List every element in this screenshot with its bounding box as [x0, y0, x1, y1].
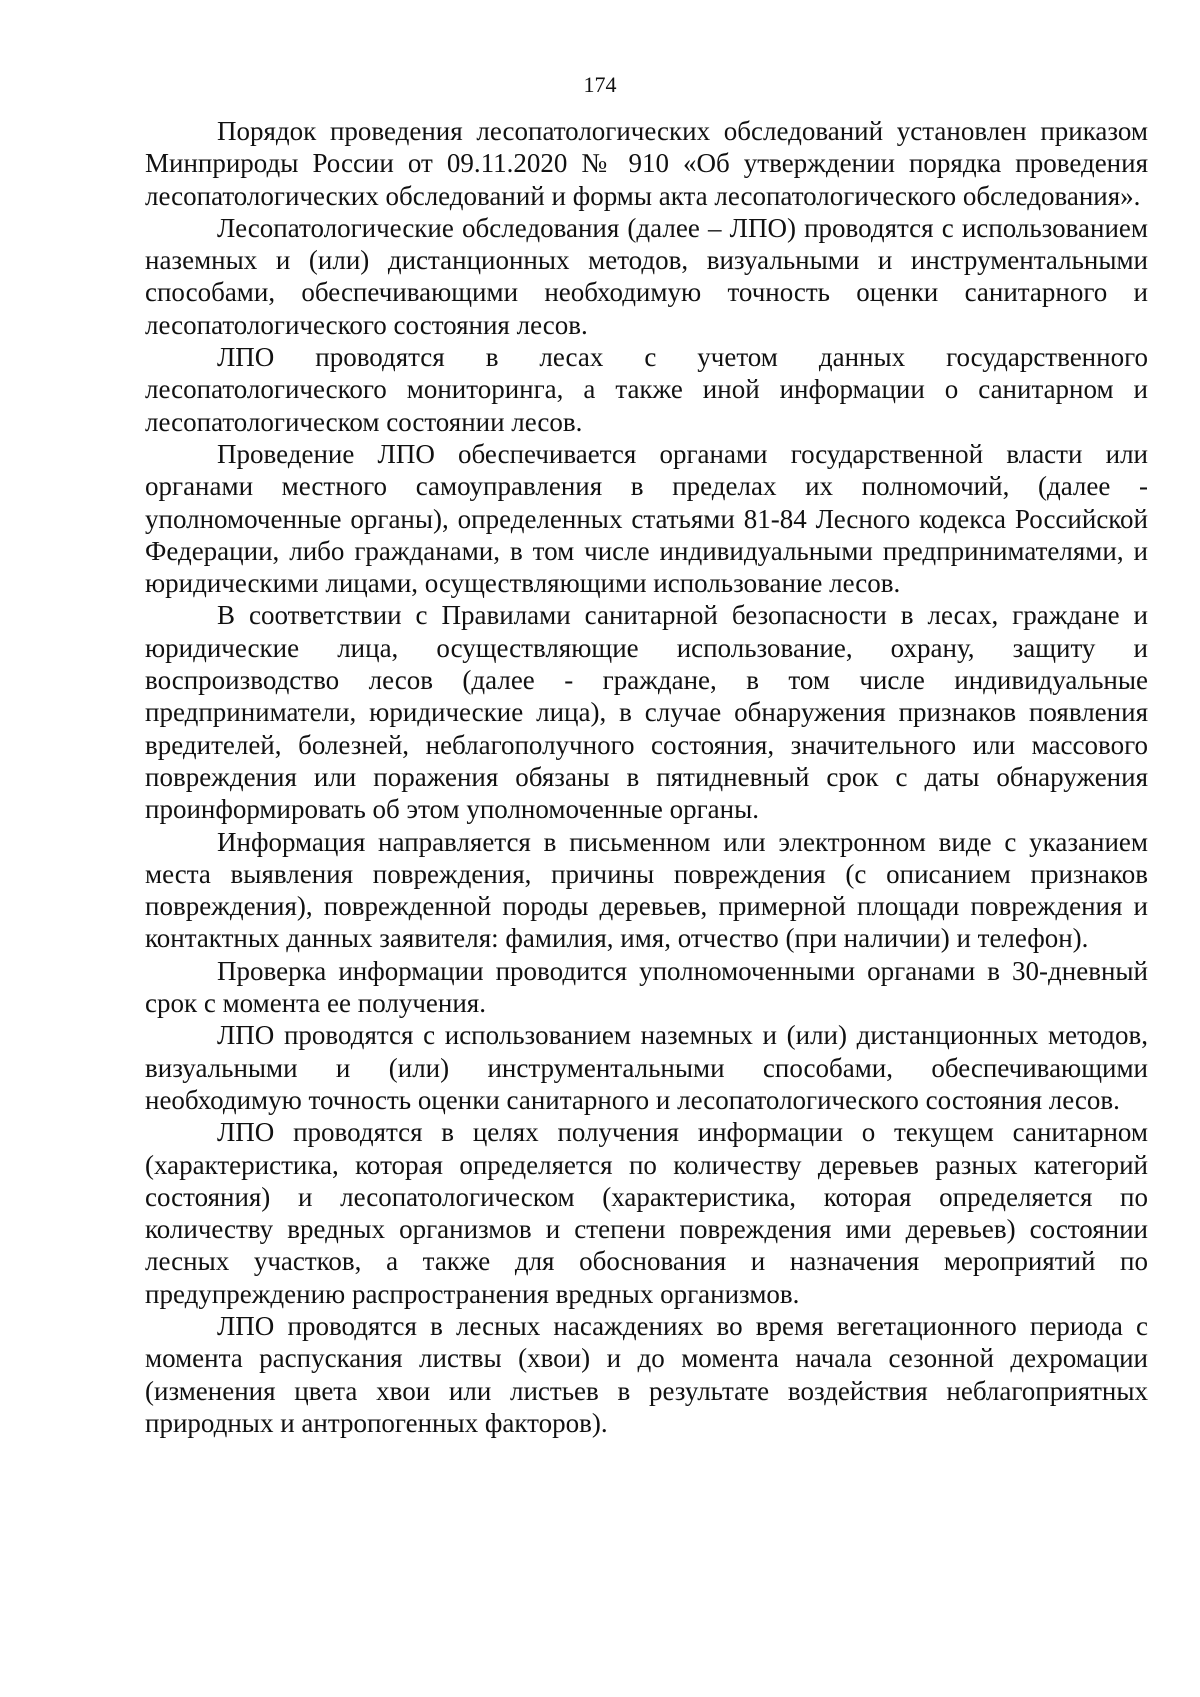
paragraph-5: В соответствии с Правилами санитарной безопасности в лесах, граждане и юридические лица, осуществляющие использование, охрану, защиту и воспроизводство лесов (далее - граждане, в том числе индивидуальные предприниматели, юридические лица), в случае обнаружения признаков появления вредителей, болезней, неблагополучного состояния, значительного или массового повреждения или поражения обязаны в пятидневный срок с даты обнаружения проинформировать об этом уполномоченные органы. — [145, 600, 1148, 825]
document-body — [145, 115, 1148, 1439]
paragraph-1: Порядок проведения лесопатологических обследований установлен приказом Минприроды России от 09.11.2020 № 910 «Об утверждении порядка проведения лесопатологических обследований и формы акта лесопатологического обследования». — [145, 116, 1148, 211]
paragraph-6: Информация направляется в письменном или электронном виде с указанием места выявления повреждения, причины повреждения (с описанием признаков повреждения), поврежденной породы деревьев, примерной площади повреждения и контактных данных заявителя: фамилия, имя, отчество (при наличии) и телефон). — [145, 826, 1148, 954]
paragraph-10: ЛПО проводятся в лесных насаждениях во время вегетационного периода с момента распускания листвы (хвои) и до момента начала сезонной дехромации (изменения цвета хвои или листьев в результате воздействия неблагоприятных природных и антропогенных факторов). — [145, 1310, 1148, 1438]
paragraph-3: ЛПО проводятся в лесах с учетом данных государственного лесопатологического мониторинга, а также иной информации о санитарном и лесопатологическом состоянии лесов. — [145, 342, 1148, 437]
paragraph-9: ЛПО проводятся в целях получения информации о текущем санитарном (характеристика, которая определяется по количеству деревьев разных категорий состояния) и лесопатологическом (характеристика, которая определяется по количеству вредных организмов и степени повреждения ими деревьев) состоянии лесных участков, а также для обоснования и назначения мероприятий по предупреждению распространения вредных организмов. — [145, 1117, 1148, 1309]
paragraph-7: Проверка информации проводится уполномоченными органами в 30-дневный срок с момента ее получения. — [145, 955, 1148, 1019]
page-number: 174 — [583, 72, 617, 97]
paragraph-2: Лесопатологические обследования (далее – ЛПО) проводятся с использованием наземных и (или) дистанционных методов, визуальными и инструментальными способами, обеспечивающими необходимую точность оценки санитарного и лесопатологического состояния лесов. — [145, 212, 1148, 340]
paragraph-8: ЛПО проводятся с использованием наземных и (или) дистанционных методов, визуальными и (или) инструментальными способами, обеспечивающими необходимую точность оценки санитарного и лесопатологического состояния лесов. — [145, 1020, 1148, 1115]
paragraph-4: Проведение ЛПО обеспечивается органами государственной власти или органами местного самоуправления в пределах их полномочий, (далее - уполномоченные органы), определенных статьями 81-84 Лесного кодекса Российской Федерации, либо гражданами, в том числе индивидуальными предпринимателями, и юридическими лицами, осуществляющими использование лесов. — [145, 438, 1148, 599]
